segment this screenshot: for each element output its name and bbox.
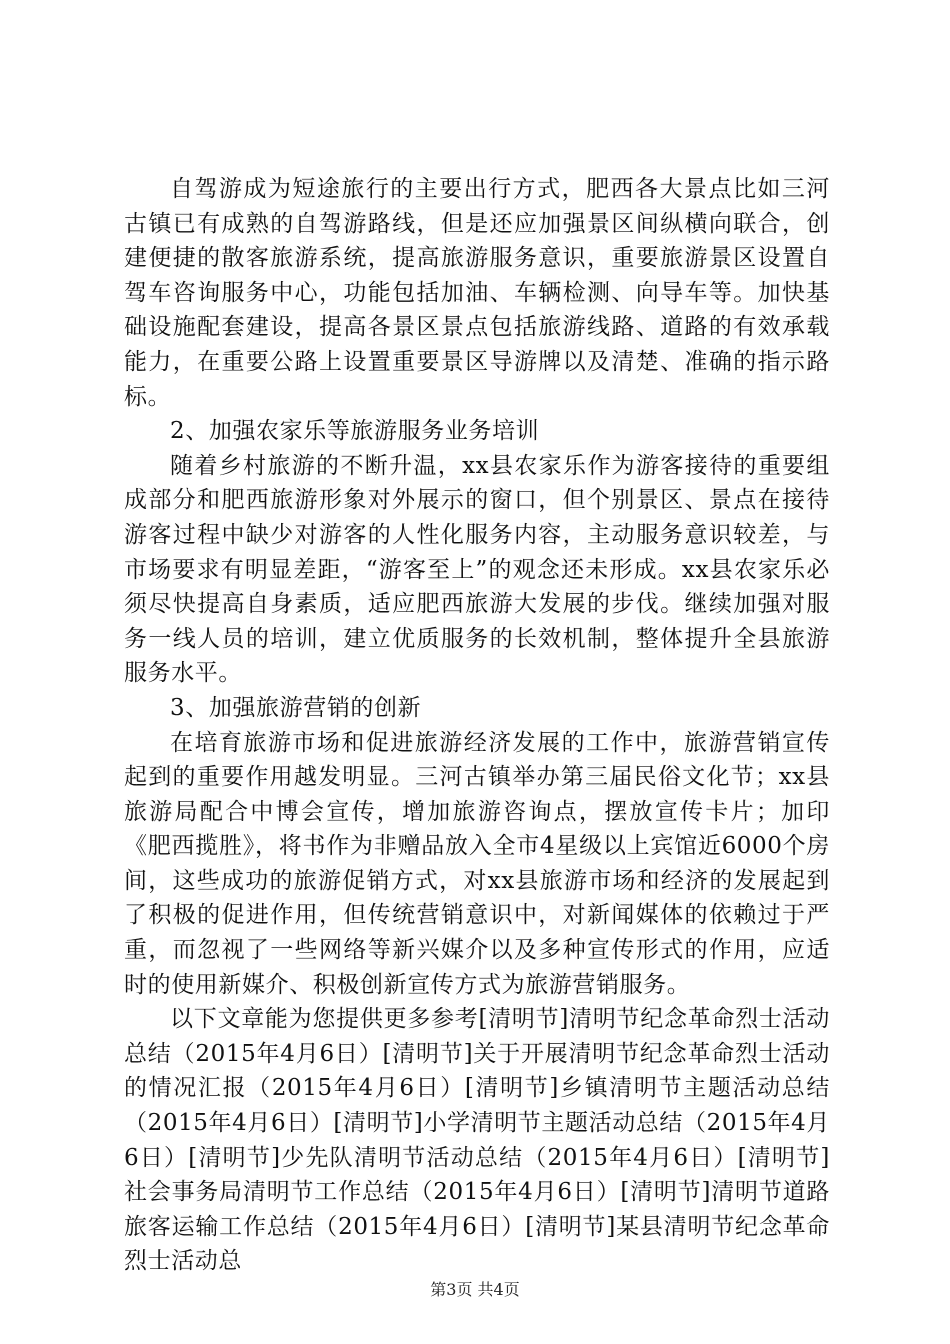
paragraph-training: 随着乡村旅游的不断升温，xx县农家乐作为游客接待的重要组成部分和肥西旅游形象对外展示的窗口，但个别景区、景点在接待游客过程中缺少对游客的人性化服务内容，主动服务意识较差，与市场要求有明显差距，“游客至上”的观念还未形成。xx县农家乐必须尽快提高自身素质，适应肥西旅游大发展的步伐。继续加强对服务一线人员的培训，建立优质服务的长效机制，整体提升全县旅游服务水平。	[124, 452, 830, 687]
heading-marketing: 3、加强旅游营销的创新	[170, 694, 422, 721]
paragraph-marketing: 在培育旅游市场和促进旅游经济发展的工作中，旅游营销宣传起到的重要作用越发明显。三河古镇举办第三届民俗文化节；xx县旅游局配合中博会宣传，增加旅游咨询点，摆放宣传卡片；加印《肥西揽胜》，将书作为非赠品放入全市4星级以上宾馆近6000个房间，这些成功的旅游促销方式，对xx县旅游市场和经济的发展起到了积极的促进作用，但传统营销意识中，对新闻媒体的依赖过于严重，而忽视了一些网络等新兴媒介以及多种宣传形式的作用，应适时的使用新媒介、积极创新宣传方式为旅游营销服务。	[124, 729, 830, 998]
document-body	[124, 172, 830, 1279]
page-number-footer: 第3页 共4页	[430, 1280, 520, 1299]
paragraph-references: 以下文章能为您提供更多参考[清明节]清明节纪念革命烈士活动总结（2015年4月6日）[清明节]关于开展清明节纪念革命烈士活动的情况汇报（2015年4月6日）[清明节]乡镇清明节主题活动总结（2015年4月6日）[清明节]小学清明节主题活动总结（2015年4月6日）[清明节]少先队清明节活动总结（2015年4月6日）[清明节]社会事务局清明节工作总结（2015年4月6日）[清明节]清明节道路旅客运输工作总结（2015年4月6日）[清明节]某县清明节纪念革命烈士活动总	[124, 1006, 830, 1275]
paragraph-self-drive: 自驾游成为短途旅行的主要出行方式，肥西各大景点比如三河古镇已有成熟的自驾游路线，但是还应加强景区间纵横向联合，创建便捷的散客旅游系统，提高旅游服务意识，重要旅游景区设置自驾车咨询服务中心，功能包括加油、车辆检测、向导车等。加快基础设施配套建设，提高各景区景点包括旅游线路、道路的有效承载能力，在重要公路上设置重要景区导游牌以及清楚、准确的指示路标。	[124, 176, 830, 410]
heading-training: 2、加强农家乐等旅游服务业务培训	[170, 418, 540, 445]
